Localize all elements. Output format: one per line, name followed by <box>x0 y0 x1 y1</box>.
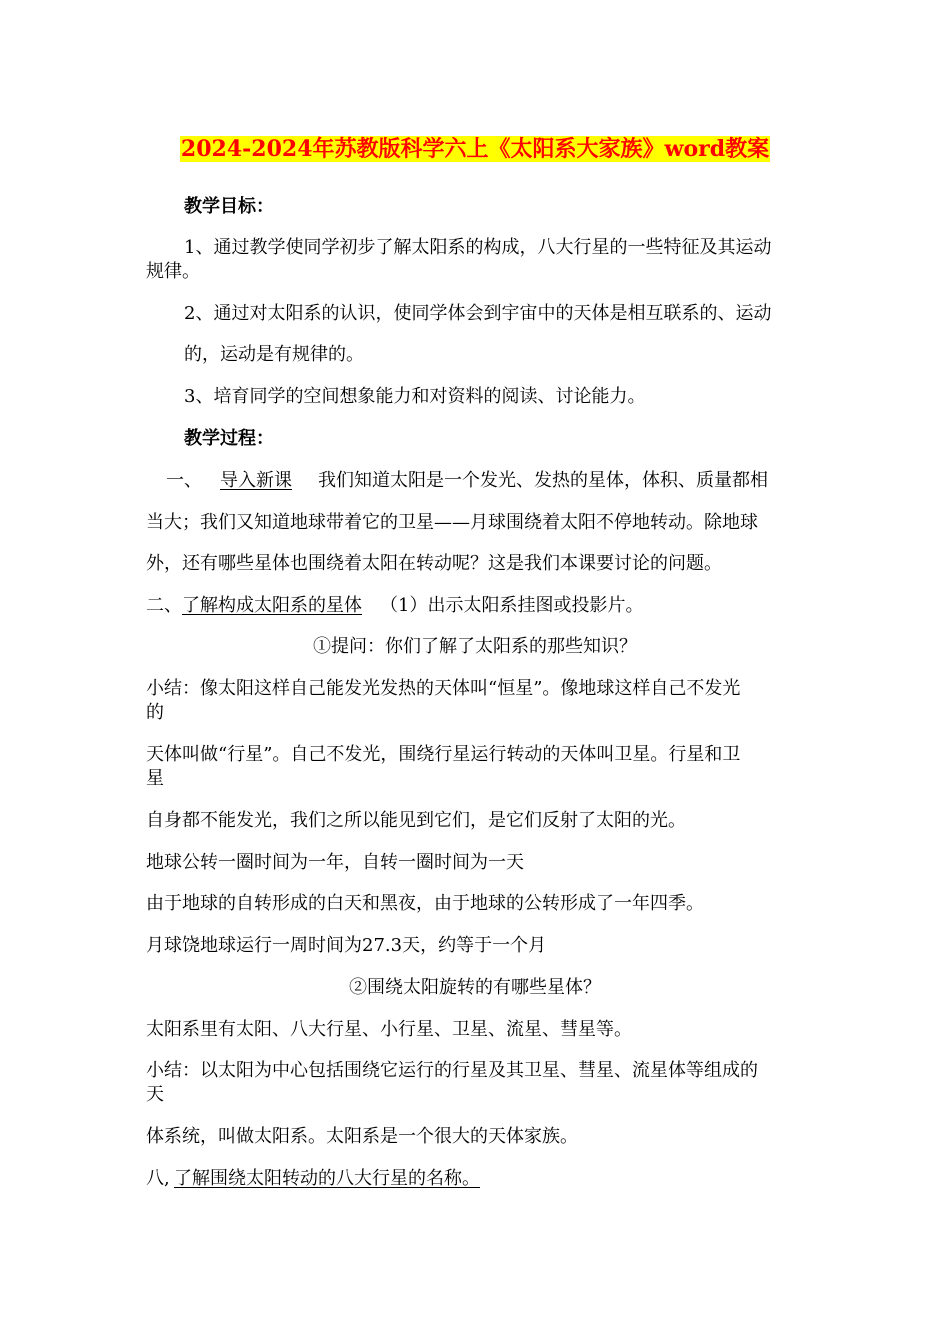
objective-1-line-1: 1、通过教学使同学初步了解太阳系的构成，八大行星的一些特征及其运动 <box>184 237 772 258</box>
step-1-line-3: 外，还有哪些星体也围绕着太阳在转动呢？这是我们本课要讨论的问题。 <box>146 553 722 574</box>
step-2-number: 二、 <box>146 595 182 616</box>
process-heading: 教学过程： <box>184 428 274 449</box>
objectives-heading: 教学目标： <box>184 196 274 217</box>
objective-2-line-1: 2、通过对太阳系的认识，使同学体会到宇宙中的天体是相互联系的、运动 <box>184 303 772 324</box>
step-2-title: 了解构成太阳系的星体 <box>182 595 362 616</box>
fact-1: 地球公转一圈时间为一年，自转一圈时间为一天 <box>146 852 524 873</box>
objective-3: 3、培育同学的空间想象能力和对资料的阅读、讨论能力。 <box>184 386 646 407</box>
fact-2: 由于地球的自转形成的白天和黑夜，由于地球的公转形成了一年四季。 <box>146 893 704 914</box>
summary-1-line-1: 小结：像太阳这样自己能发光发热的天体叫“恒星”。像地球这样自己不发光 <box>146 678 741 699</box>
summary-1-line-5: 自身都不能发光，我们之所以能见到它们，是它们反射了太阳的光。 <box>146 810 686 831</box>
step-3-title: 了解围绕太阳转动的八大行星的名称。 <box>174 1168 480 1189</box>
objective-1-line-2: 规律。 <box>146 261 200 282</box>
summary-1-line-3: 天体叫做“行星”。自己不发光，围绕行星运行转动的天体叫卫星。行星和卫 <box>146 744 741 765</box>
title-text: 2024-2024年苏教版科学六上《太阳系大家族》word教案 <box>180 136 770 162</box>
step-1-number: 一、 <box>166 470 202 491</box>
question-1: ①提问：你们了解了太阳系的那些知识？ <box>313 636 637 657</box>
step-2-text: （1）出示太阳系挂图或投影片。 <box>380 595 644 616</box>
document-title <box>0 134 950 164</box>
answer-2: 太阳系里有太阳、八大行星、小行星、卫星、流星、彗星等。 <box>146 1019 632 1040</box>
summary-1-line-2: 的 <box>146 702 164 723</box>
step-3-number: 八, <box>146 1168 170 1189</box>
summary-2-line-3: 体系统，叫做太阳系。太阳系是一个很大的天体家族。 <box>146 1126 578 1147</box>
summary-2-line-2: 天 <box>146 1084 164 1105</box>
step-1-title: 导入新课 <box>220 470 292 491</box>
summary-1-line-4: 星 <box>146 768 164 789</box>
question-2: ②围绕太阳旋转的有哪些星体？ <box>349 977 601 998</box>
fact-3: 月球饶地球运行一周时间为27.3天，约等于一个月 <box>146 935 547 956</box>
step-1-text: 我们知道太阳是一个发光、发热的星体，体积、质量都相 <box>318 470 768 491</box>
step-1-line-2: 当大；我们又知道地球带着它的卫星——月球围绕着太阳不停地转动。除地球 <box>146 512 758 533</box>
summary-2-line-1: 小结：以太阳为中心包括围绕它运行的行星及其卫星、彗星、流星体等组成的 <box>146 1060 758 1081</box>
objective-2-line-2: 的，运动是有规律的。 <box>184 344 364 365</box>
